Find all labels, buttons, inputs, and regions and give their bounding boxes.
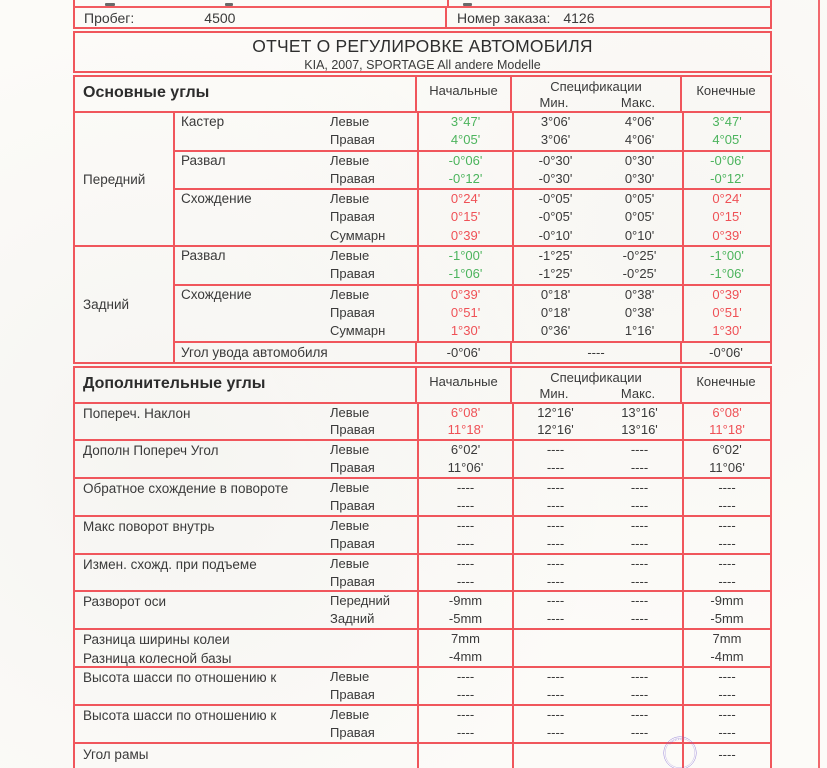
side-label: Правая [330,498,375,514]
value-spec-max: ---- [630,593,649,609]
value-initial: ---- [417,497,512,515]
param-group [75,592,770,630]
angle-groups [175,113,770,245]
value-initial: ---- [417,555,512,573]
value-initial: -9mm [417,592,512,610]
value-spec-min: ---- [512,592,597,610]
value-spec-max: ---- [630,480,649,496]
table-row [75,497,770,515]
param-label [83,404,190,423]
value-spec-max: ---- [630,555,649,571]
value-spec-max: -0°25' [622,248,657,264]
value-initial: ---- [417,686,512,704]
column-minmax [512,386,680,401]
mileage-label: Пробег: [84,9,135,26]
value-initial: 1°30' [417,322,512,340]
side-label: Левые [330,480,370,496]
table-row [75,573,770,591]
value-final: ---- [682,573,770,591]
side-label: Левые [330,555,370,571]
value-initial: -0°06' [415,343,510,362]
table-row [175,131,770,149]
param-group [75,404,770,442]
table-row [75,592,770,610]
main-angles-section [73,75,772,364]
table-row [175,152,770,170]
value-spec-max: 0°30' [624,152,655,168]
value-initial [419,744,512,766]
angle-group [175,286,770,343]
value-spec-min: ---- [512,441,597,459]
param-label [83,517,215,536]
title-block [73,31,772,73]
side-label: Левые [330,442,370,458]
value-spec-max: 1°16' [624,323,655,339]
order-value: 4126 [563,9,595,26]
value-final: ---- [682,535,770,553]
column-specs [512,368,682,402]
value-spec-min: 3°06' [512,113,597,131]
cell-divider [447,0,449,8]
value-final: -0°06' [680,343,770,362]
value-initial: 0°39' [417,227,512,245]
value-spec-min: ---- [512,610,597,628]
value-final: ---- [718,746,736,762]
side-label: Левые [330,669,370,685]
row-label: Угол увода автомобиля [181,344,328,360]
value-spec-min: ---- [512,706,597,724]
value-final: ---- [682,724,770,742]
value-spec-min: ---- [512,724,597,742]
param-label [83,630,231,668]
table-row [175,190,770,208]
value-spec-max: ---- [630,669,649,685]
table-row [75,535,770,553]
column-specs-title: Спецификации [550,79,642,94]
mileage-cell [75,8,447,27]
value-final: 6°08' [682,404,770,422]
value-spec-min: ---- [512,555,597,573]
value-initial: 0°24' [417,190,512,208]
value-spec-min: 0°18' [512,304,597,322]
text-remnant [105,3,115,6]
value-initial: 4°05' [417,131,512,149]
value-final: -1°06' [682,265,770,283]
side-label: Левые [330,191,370,207]
value-initial: 6°02' [417,441,512,459]
value-spec-max: 0°38' [624,286,655,302]
text-remnant [225,3,233,6]
section-header [75,368,770,404]
value-final: 0°39' [682,286,770,304]
column-final: Конечные [696,373,756,389]
param-label-line: Разница колесной базы [83,651,232,667]
main-rows [75,113,770,362]
value-final: ---- [682,668,770,686]
value-spec-max: ---- [630,724,649,740]
param-label-line: Попереч. Наклон [83,405,191,421]
param-label-line: Измен. схожд. при подъеме [83,556,257,572]
initial-column [417,630,512,666]
table-row [175,322,770,340]
angle-group [175,152,770,191]
side-label: Правая [330,266,375,282]
cropped-top-row [73,0,772,8]
side-label: Правая [330,535,375,551]
value-final: -0°12' [682,170,770,188]
value-final: ---- [682,555,770,573]
angle-group [175,190,770,245]
column-min: Мин. [539,95,569,110]
value-final: ---- [682,479,770,497]
column-min: Мин. [539,385,569,401]
axle-block [75,247,770,361]
column-max: Макс. [620,95,656,110]
param-group [75,479,770,517]
value-spec-min: ---- [512,479,597,497]
table-row [175,208,770,226]
column-final: Конечные [696,83,756,98]
side-label: Передний [330,593,391,609]
table-row [175,343,770,362]
value-spec-max: 0°30' [624,170,655,186]
value-spec-min: -0°05' [512,208,597,226]
value-spec-max: ---- [630,535,649,551]
value-initial: 7mm [451,631,480,647]
value-initial: 0°51' [417,304,512,322]
param-group [75,517,770,555]
text-remnant [463,3,472,6]
param-label [83,592,166,611]
value-initial: -4mm [448,649,483,665]
value-initial: -1°06' [417,265,512,283]
value-final: ---- [682,686,770,704]
param-label-line: Дополн Попереч Угол [83,443,219,459]
order-label: Номер заказа: [457,9,551,26]
side-label: Левые [330,706,370,722]
param-label [83,555,257,574]
table-row [175,227,770,245]
side-label: Левые [330,152,370,168]
section-title: Основные углы [75,77,417,111]
value-initial: 3°47' [417,113,512,131]
value-spec-max: 4°06' [624,132,655,148]
value-initial: 0°39' [417,286,512,304]
param-label [83,479,288,498]
column-max: Макс. [620,385,656,401]
side-label: Правая [330,209,375,225]
value-final: 0°39' [682,227,770,245]
value-initial: ---- [417,535,512,553]
axle-block [75,113,770,247]
value-spec-max: ---- [630,573,649,589]
svg-text:8296019131 [669,739,684,745]
side-label: Правая [330,460,375,476]
value-spec-max: ---- [630,706,649,722]
order-cell [447,8,770,27]
section-title: Дополнительные углы [75,368,417,402]
additional-rows [75,404,770,768]
table-row [75,459,770,477]
value-final: 11°18' [682,421,770,439]
side-label: Суммарн [330,323,386,339]
value-spec-min: -0°05' [512,190,597,208]
column-initial: Начальные [417,77,512,111]
value-final: 11°06' [682,459,770,477]
value-final: 6°02' [682,441,770,459]
value-initial: 11°18' [417,421,512,439]
value-spec-min: ---- [512,517,597,535]
param-label-line: Разница ширины колеи [83,632,230,648]
value-spec-max: 13°16' [621,404,658,420]
value-spec-max: -0°25' [622,266,657,282]
side-label: Левые [330,114,370,129]
side-label: Правая [330,132,375,148]
param-label-line: Угол рамы [83,746,149,762]
value-spec-min: ---- [512,535,597,553]
value-initial: -0°06' [417,152,512,170]
value-spec-max: ---- [630,442,649,458]
value-final: ---- [682,517,770,535]
value-initial: ---- [417,724,512,742]
value-spec-max: 0°10' [624,227,655,243]
value-final: -0°06' [682,152,770,170]
value-initial: ---- [417,706,512,724]
value-final: 7mm [712,631,742,647]
value-initial: -0°12' [417,170,512,188]
value-spec-max: ---- [630,611,649,627]
final-column [682,630,770,666]
side-label: Левые [330,286,370,302]
value-spec-min: 3°06' [512,131,597,149]
angle-name: Кастер [181,114,225,129]
value-final: 1°30' [682,322,770,340]
value-final: 0°15' [682,208,770,226]
section-header [75,77,770,113]
angle-group [175,113,770,152]
side-label: Правая [330,686,375,702]
value-initial: ---- [417,573,512,591]
value-spec-min: -0°10' [512,227,597,245]
value-final: -1°00' [682,247,770,265]
value-final: ---- [682,497,770,515]
spec-empty-cell [512,630,682,666]
value-spec-min: -0°30' [512,170,597,188]
table-row [75,686,770,704]
value-final: 0°51' [682,304,770,322]
param-label-line: Высота шасси по отношению к [83,670,277,686]
value-initial: 6°08' [417,404,512,422]
value-spec-max: 0°05' [624,209,655,225]
param-label [83,441,218,460]
value-spec-min: 12°16' [512,421,597,439]
value-final: -5mm [682,610,770,628]
side-label: Суммарн [330,227,386,243]
value-initial: ---- [417,479,512,497]
value-spec-max: 0°38' [624,304,655,320]
value-final: ---- [682,706,770,724]
side-label: Правая [330,422,375,438]
table-row [175,286,770,304]
param-group [75,441,770,479]
value-initial: ---- [417,517,512,535]
value-spec-max: ---- [630,517,649,533]
value-spec-min: -1°25' [512,265,597,283]
value-spec-min: 0°36' [512,322,597,340]
column-initial: Начальные [417,368,512,402]
angle-name: Развал [181,152,226,168]
table-row [175,265,770,283]
round-stamp [588,736,772,768]
value-final: -9mm [682,592,770,610]
param-group [75,555,770,593]
value-final: 4°05' [682,131,770,149]
table-row [75,610,770,628]
angle-name: Схождение [181,286,252,302]
value-final: 3°47' [682,113,770,131]
side-label: Левые [330,404,370,420]
table-row [175,304,770,322]
value-spec-min: ---- [512,497,597,515]
value-spec-min: 12°16' [512,404,597,422]
side-label: Правая [330,573,375,589]
value-spec-min: -1°25' [512,247,597,265]
value-spec: ---- [510,343,680,362]
table-row [175,170,770,188]
initial-column [417,744,512,768]
param-rows [75,592,770,628]
value-spec-min: ---- [512,686,597,704]
scan-edge-line [818,0,820,768]
column-specs-title: Спецификации [550,369,642,385]
param-label-line: Макс поворот внутрь [83,518,215,534]
param-label-line: Обратное схождение в повороте [83,481,289,497]
value-initial: -5mm [417,610,512,628]
value-spec-max: 0°05' [624,191,655,207]
value-initial: 0°15' [417,208,512,226]
value-spec-min: -0°30' [512,152,597,170]
stamp-digits: 8296019131 [669,739,685,746]
table-row [175,247,770,265]
table-row [175,113,770,131]
value-spec-min: ---- [512,573,597,591]
param-label [83,706,276,725]
vehicle-subtitle: KIA, 2007, SPORTAGE All andere Modelle [304,58,541,72]
side-label: Левые [330,517,370,533]
value-final: 0°24' [682,190,770,208]
additional-angles-section [73,366,772,768]
report-table [73,0,772,768]
value-spec-max: ---- [630,460,649,476]
value-initial: ---- [417,668,512,686]
side-label: Задний [330,611,375,627]
param-group [75,668,770,706]
value-spec-max: ---- [630,498,649,514]
param-label-line: Высота шасси по отношению к [83,707,277,723]
value-initial: 11°06' [417,459,512,477]
angle-name: Схождение [181,191,252,207]
info-row [73,8,772,29]
value-spec-max: ---- [630,686,649,702]
value-spec-max: 4°06' [624,114,655,129]
mileage-value: 4500 [204,9,236,26]
axle-label: Задний [75,247,175,361]
axle-label: Передний [75,113,175,245]
side-label: Левые [330,248,370,264]
value-final: -4mm [710,649,744,665]
angle-name: Развал [181,248,226,264]
value-spec-min: 0°18' [512,286,597,304]
value-spec-max: 13°16' [621,422,658,438]
param-label [83,744,148,766]
param-label [83,668,276,687]
column-specs [512,77,682,111]
value-spec-min: ---- [512,668,597,686]
side-label: Правая [330,170,375,186]
report-title: ОТЧЕТ О РЕГУЛИРОВКЕ АВТОМОБИЛЯ [252,36,593,56]
value-spec-min: ---- [512,459,597,477]
thrust-angle-group [175,343,770,362]
side-label: Правая [330,304,375,320]
param-group [75,630,770,668]
angle-groups [175,247,770,361]
column-minmax [512,95,680,110]
param-label-line: Разворот оси [83,594,167,610]
angle-group [175,247,770,286]
table-row [75,421,770,439]
value-initial: -1°00' [417,247,512,265]
side-label: Правая [330,724,375,740]
